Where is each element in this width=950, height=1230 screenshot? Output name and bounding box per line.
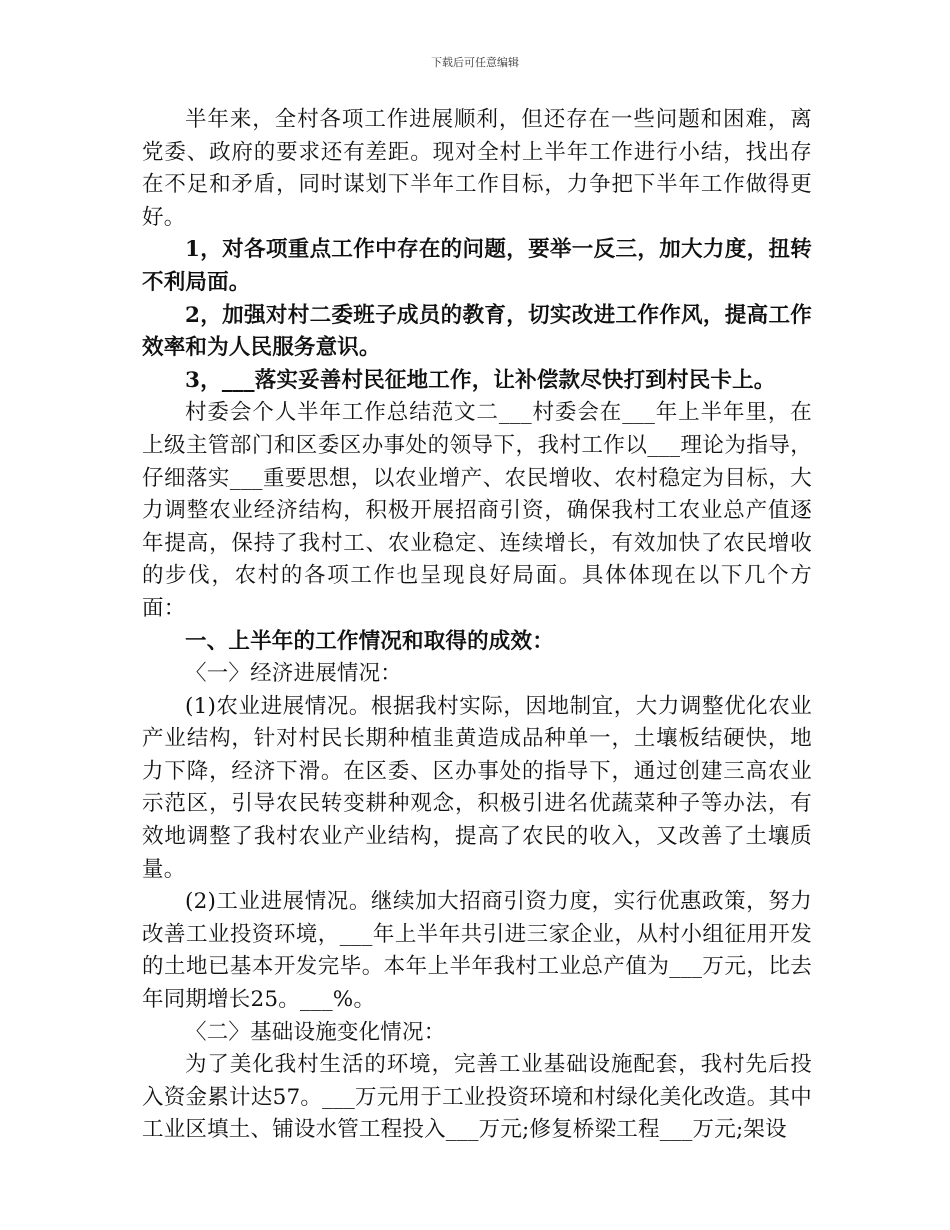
subsection-heading-economy: 〈一〉经济进展情况：	[185, 661, 403, 687]
paragraph-infrastructure: 为了美化我村生活的环境，完善工业基础设施配套，我村先后投入资金累计达57。___万元用于工业投资环境和村绿化美化改造。其中工业区填土、铺设水管工程投入___万元;修复桥梁工程___万元;架设	[142, 1052, 812, 1143]
paragraph-agriculture: (1)农业进展情况。根据我村实际，因地制宜，大力调整优化农业产业结构，针对村民长期种植韭黄造成品种单一，土壤板结硬快，地力下降，经济下滑。在区委、区办事处的指导下，通过创建三高农业示范区，引导农民转变耕种观念，积极引进名优蔬菜种子等办法，有效地调整了我村农业产业结构，提高了农民的收入，又改善了土壤质量。	[142, 693, 812, 882]
subsection-heading-infrastructure: 〈二〉基础设施变化情况：	[185, 1019, 446, 1045]
document-body	[142, 104, 812, 1147]
section-heading-1: 一、上半年的工作情况和取得的成效：	[185, 628, 554, 654]
page-header-note: 下载后可任意编辑	[431, 56, 519, 69]
paragraph-intro: 半年来，全村各项工作进展顺利，但还存在一些问题和困难，离党委、政府的要求还有差距。现对全村上半年工作进行小结，找出存在不足和矛盾，同时谋划下半年工作目标，力争把下半年工作做得更好。	[142, 107, 812, 230]
paragraph-point-1: 1，对各项重点工作中存在的问题，要举一反三，加大力度，扭转不利局面。	[142, 237, 812, 295]
paragraph-industry: (2)工业进展情况。继续加大招商引资力度，实行优惠政策，努力改善工业投资环境，___年上半年共引进三家企业，从村小组征用开发的土地已基本开发完毕。本年上半年我村工业总产值为___万元，比去年同期增长25。___%。	[142, 889, 812, 1013]
paragraph-point-2: 2，加强对村二委班子成员的教育，切实改进工作作风，提高工作效率和为人民服务意识。	[142, 302, 812, 361]
paragraph-sample-two-intro: 村委会个人半年工作总结范文二___村委会在___年上半年里，在上级主管部门和区委区办事处的领导下，我村工作以___理论为指导，仔细落实___重要思想，以农业增产、农民增收、农村稳定为目标，大力调整农业经济结构，积极开展招商引资，确保我村工农业总产值逐年提高，保持了我村工、农业稳定、连续增长，有效加快了农民增收的步伐，农村的各项工作也呈现良好局面。具体体现在以下几个方面：	[142, 400, 812, 621]
paragraph-point-3: 3，___落实妥善村民征地工作，让补偿款尽快打到村民卡上。	[185, 367, 776, 393]
